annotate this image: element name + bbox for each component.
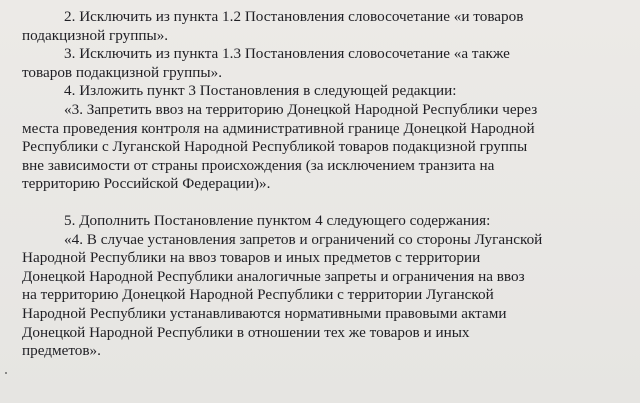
item-4-quote-line-1: «3. Запретить ввоз на территорию Донецкой Народной Республики через — [64, 100, 538, 118]
item-2-line-1: 2. Исключить из пункта 1.2 Постановления словосочетание «и товаров — [64, 8, 524, 25]
scan-speck — [5, 372, 7, 374]
item-4-quote-line-5: территорию Российской Федерации)». — [22, 175, 271, 193]
item-5-quote-line-2: Народной Республики на ввоз товаров и иных предметов с территории — [22, 249, 481, 267]
item-5-quote-line-4: на территорию Донецкой Народной Республики с территории Луганской — [22, 286, 494, 304]
item-5-quote-line-6: Донецкой Народной Республики в отношении тех же товаров и иных — [22, 323, 470, 341]
item-5-quote-line-3: Донецкой Народной Республики аналогичные запреты и ограничения на ввоз — [22, 267, 525, 285]
item-3-line-2: товаров подакцизной группы». — [22, 63, 222, 81]
item-2 — [22, 8, 618, 45]
item-5-quote-line-5: Народной Республики устанавливаются нормативными правовыми актами — [22, 304, 507, 322]
item-3 — [22, 45, 618, 82]
item-4-quote — [22, 101, 618, 194]
item-5-quote-line-1: «4. В случае установления запретов и ограничений со стороны Луганской — [64, 230, 543, 248]
item-4-quote-line-3: Республики с Луганской Народной Республикой товаров подакцизной группы — [22, 138, 528, 156]
item-2-line-2: подакцизной группы». — [22, 26, 169, 44]
item-4-quote-line-4: вне зависимости от страны происхождения (за исключением транзита на — [22, 156, 495, 174]
item-4-quote-line-2: места проведения контроля на административной границе Донецкой Народной — [22, 119, 535, 137]
item-5 — [22, 212, 618, 231]
item-5-quote — [22, 231, 618, 361]
item-4-line-1: 4. Изложить пункт 3 Постановления в следующей редакции: — [64, 82, 457, 100]
item-5-quote-line-7: предметов». — [22, 342, 101, 360]
item-5-line-1: 5. Дополнить Постановление пунктом 4 следующего содержания: — [64, 211, 491, 229]
item-3-line-1: 3. Исключить из пункта 1.3 Постановления словосочетание «а также — [64, 45, 510, 63]
item-4 — [22, 82, 618, 101]
